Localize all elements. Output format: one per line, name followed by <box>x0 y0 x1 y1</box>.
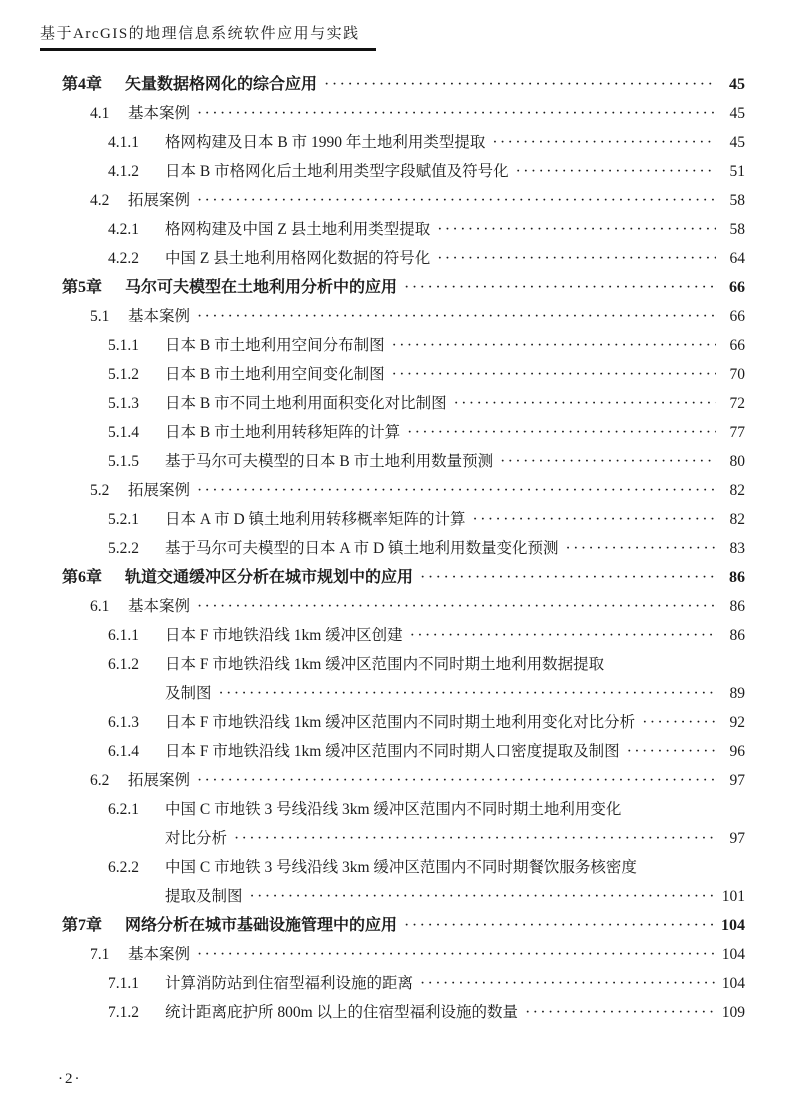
toc-entry-number: 6.1.1 <box>108 627 139 644</box>
toc-entry-number: 4.1.2 <box>108 163 139 180</box>
toc-entry-title: 拓展案例 <box>128 482 191 499</box>
dot-leader <box>407 418 716 447</box>
dot-leader <box>500 447 716 476</box>
toc-entry-title: 基于马尔可夫模型的日本 A 市 D 镇土地利用数量变化预测 <box>165 540 559 557</box>
toc-entry <box>62 505 745 534</box>
toc-entry-page: 82 <box>729 511 745 528</box>
toc-entry <box>62 70 745 99</box>
toc-entry-title: 格网构建及日本 B 市 1990 年土地利用类型提取 <box>165 134 486 151</box>
folio-page-number: ·2· <box>58 1071 82 1087</box>
toc-entry-page: 58 <box>729 221 745 238</box>
toc-entry-page: 86 <box>729 598 745 615</box>
toc-entry-number: 第7章 <box>62 917 103 934</box>
toc-entry-page: 66 <box>729 308 745 325</box>
toc-entry-title: 统计距离庇护所 800m 以上的住宿型福利设施的数量 <box>165 1004 519 1021</box>
toc-entry-page: 101 <box>721 888 745 905</box>
toc-entry <box>62 824 745 853</box>
dot-leader <box>627 737 716 766</box>
dot-leader <box>392 360 716 389</box>
toc-entry-number: 5.1 <box>90 308 110 325</box>
toc-entry <box>62 679 745 708</box>
toc-entry-page: 86 <box>729 569 745 586</box>
toc-entry-page: 104 <box>721 946 745 963</box>
toc-entry-title: 基于马尔可夫模型的日本 B 市土地利用数量预测 <box>165 453 494 470</box>
toc-entry-title: 日本 F 市地铁沿线 1km 缓冲区创建 <box>165 627 403 644</box>
toc-entry <box>62 389 745 418</box>
toc-entry-title: 及制图 <box>165 685 212 702</box>
page-header <box>40 22 750 51</box>
toc-entry-number: 6.1.4 <box>108 743 139 760</box>
dot-leader <box>404 273 716 302</box>
toc-entry <box>62 476 745 505</box>
dot-leader <box>197 940 716 969</box>
toc-entry <box>62 766 745 795</box>
toc-entry-title: 中国 Z 县土地利用格网化数据的符号化 <box>165 250 431 267</box>
toc-entry-title: 基本案例 <box>128 946 191 963</box>
toc-entry-number: 第4章 <box>62 76 103 93</box>
toc-entry-number: 5.1.4 <box>108 424 139 441</box>
toc-entry-page: 104 <box>721 975 745 992</box>
dot-leader <box>197 592 716 621</box>
toc-entry-title: 提取及制图 <box>165 888 243 905</box>
toc-entry-page: 70 <box>729 366 745 383</box>
toc-entry-number: 6.1 <box>90 598 110 615</box>
toc-entry <box>62 302 745 331</box>
toc-entry <box>62 418 745 447</box>
toc-entry <box>62 737 745 766</box>
toc-entry-title: 马尔可夫模型在土地利用分析中的应用 <box>125 279 398 296</box>
dot-leader <box>197 302 716 331</box>
toc-entry-number: 5.1.3 <box>108 395 139 412</box>
header-rule <box>40 48 376 51</box>
toc-entry-page: 77 <box>729 424 745 441</box>
toc-entry-page: 45 <box>729 105 745 122</box>
dot-leader <box>516 157 716 186</box>
toc-entry-page: 45 <box>729 76 745 93</box>
toc-entry-title: 基本案例 <box>128 308 191 325</box>
toc-entry-title: 日本 B 市土地利用空间变化制图 <box>165 366 385 383</box>
toc-entry <box>62 534 745 563</box>
toc-entry-title: 日本 F 市地铁沿线 1km 缓冲区范围内不同时期人口密度提取及制图 <box>165 743 620 760</box>
toc-entry-page: 109 <box>721 1004 745 1021</box>
toc-entry-title: 拓展案例 <box>128 772 191 789</box>
dot-leader <box>324 70 716 99</box>
dot-leader <box>404 911 716 940</box>
toc-entry-title: 日本 A 市 D 镇土地利用转移概率矩阵的计算 <box>165 511 466 528</box>
toc-entry-title: 中国 C 市地铁 3 号线沿线 3km 缓冲区范围内不同时期餐饮服务核密度 <box>165 859 637 876</box>
toc-entry-page: 89 <box>729 685 745 702</box>
dot-leader <box>437 215 716 244</box>
toc-entry <box>62 940 745 969</box>
toc-entry-number: 6.1.3 <box>108 714 139 731</box>
dot-leader <box>197 99 716 128</box>
toc-entry-title: 格网构建及中国 Z 县土地利用类型提取 <box>165 221 431 238</box>
dot-leader <box>454 389 716 418</box>
toc-entry-title: 日本 F 市地铁沿线 1km 缓冲区范围内不同时期土地利用变化对比分析 <box>165 714 636 731</box>
toc-entry-page: 80 <box>729 453 745 470</box>
toc-entry <box>62 708 745 737</box>
toc-entry <box>62 911 745 940</box>
toc-entry-number: 第5章 <box>62 279 103 296</box>
toc-entry-page: 82 <box>729 482 745 499</box>
toc-entry-number: 5.1.1 <box>108 337 139 354</box>
toc-entry-number: 4.2.2 <box>108 250 139 267</box>
dot-leader <box>420 969 716 998</box>
dot-leader <box>410 621 716 650</box>
toc-entry-title: 轨道交通缓冲区分析在城市规划中的应用 <box>125 569 414 586</box>
toc-entry <box>62 447 745 476</box>
toc-entry-number: 7.1 <box>90 946 110 963</box>
toc-entry-page: 58 <box>729 192 745 209</box>
toc-list <box>62 70 745 1027</box>
toc-entry-title: 中国 C 市地铁 3 号线沿线 3km 缓冲区范围内不同时期土地利用变化 <box>165 801 622 818</box>
running-head-book-title: 基于ArcGIS的地理信息系统软件应用与实践 <box>40 26 360 42</box>
toc-entry <box>62 882 745 911</box>
toc-entry-number: 5.2.1 <box>108 511 139 528</box>
toc-entry-title: 日本 B 市土地利用空间分布制图 <box>165 337 385 354</box>
toc-entry <box>62 998 745 1027</box>
toc-entry <box>62 360 745 389</box>
toc-entry-page: 92 <box>729 714 745 731</box>
toc-entry <box>62 186 745 215</box>
toc-entry-page: 97 <box>729 772 745 789</box>
page-footer <box>58 1071 82 1088</box>
dot-leader <box>420 563 716 592</box>
toc-entry-title: 矢量数据格网化的综合应用 <box>125 76 318 93</box>
toc-entry-number: 6.2.2 <box>108 859 139 876</box>
toc-entry-page: 45 <box>729 134 745 151</box>
dot-leader <box>492 128 716 157</box>
toc-entry-number: 4.1 <box>90 105 110 122</box>
dot-leader <box>197 476 716 505</box>
toc-entry-number: 4.2 <box>90 192 110 209</box>
dot-leader <box>566 534 716 563</box>
dot-leader <box>250 882 716 911</box>
toc-entry-title: 拓展案例 <box>128 192 191 209</box>
dot-leader <box>525 998 716 1027</box>
toc-entry-number: 7.1.2 <box>108 1004 139 1021</box>
toc-entry <box>62 621 745 650</box>
toc-entry <box>62 853 745 882</box>
toc-entry-title: 计算消防站到住宿型福利设施的距离 <box>165 975 414 992</box>
toc-entry-page: 83 <box>729 540 745 557</box>
toc-entry-page: 66 <box>729 337 745 354</box>
toc-entry-number: 6.1.2 <box>108 656 139 673</box>
dot-leader <box>219 679 716 708</box>
toc-entry-number: 第6章 <box>62 569 103 586</box>
toc-entry <box>62 273 745 302</box>
toc-entry <box>62 244 745 273</box>
dot-leader <box>437 244 716 273</box>
toc-entry-title: 网络分析在城市基础设施管理中的应用 <box>125 917 398 934</box>
toc-entry-number: 5.1.5 <box>108 453 139 470</box>
toc-entry-page: 96 <box>729 743 745 760</box>
toc-entry-page: 51 <box>729 163 745 180</box>
toc-entry-title: 日本 B 市土地利用转移矩阵的计算 <box>165 424 401 441</box>
toc-entry-title: 日本 F 市地铁沿线 1km 缓冲区范围内不同时期土地利用数据提取 <box>165 656 605 673</box>
toc-entry-page: 72 <box>729 395 745 412</box>
dot-leader <box>197 186 716 215</box>
toc-entry-number: 7.1.1 <box>108 975 139 992</box>
toc-entry-page: 104 <box>721 917 745 934</box>
toc-entry-title: 对比分析 <box>165 830 228 847</box>
toc-entry <box>62 99 745 128</box>
toc-entry <box>62 592 745 621</box>
toc-entry <box>62 969 745 998</box>
toc-entry-number: 5.2.2 <box>108 540 139 557</box>
toc-entry-title: 日本 B 市不同土地利用面积变化对比制图 <box>165 395 447 412</box>
toc-entry <box>62 563 745 592</box>
toc-entry-title: 基本案例 <box>128 598 191 615</box>
toc-entry-number: 4.2.1 <box>108 221 139 238</box>
toc-entry-number: 6.2 <box>90 772 110 789</box>
toc-entry-title: 基本案例 <box>128 105 191 122</box>
toc-entry <box>62 650 745 679</box>
toc-entry <box>62 331 745 360</box>
toc-entry-page: 64 <box>729 250 745 267</box>
toc-entry-number: 4.1.1 <box>108 134 139 151</box>
toc-entry <box>62 215 745 244</box>
dot-leader <box>642 708 716 737</box>
dot-leader <box>197 766 716 795</box>
toc-entry-number: 5.2 <box>90 482 110 499</box>
toc-entry-page: 86 <box>729 627 745 644</box>
toc-entry-title: 日本 B 市格网化后土地利用类型字段赋值及符号化 <box>165 163 509 180</box>
toc-entry-page: 66 <box>729 279 745 296</box>
dot-leader <box>234 824 716 853</box>
toc-entry <box>62 157 745 186</box>
toc-entry <box>62 128 745 157</box>
dot-leader <box>473 505 716 534</box>
dot-leader <box>392 331 716 360</box>
toc-entry-number: 6.2.1 <box>108 801 139 818</box>
toc-entry-number: 5.1.2 <box>108 366 139 383</box>
toc-entry <box>62 795 745 824</box>
toc-entry-page: 97 <box>729 830 745 847</box>
